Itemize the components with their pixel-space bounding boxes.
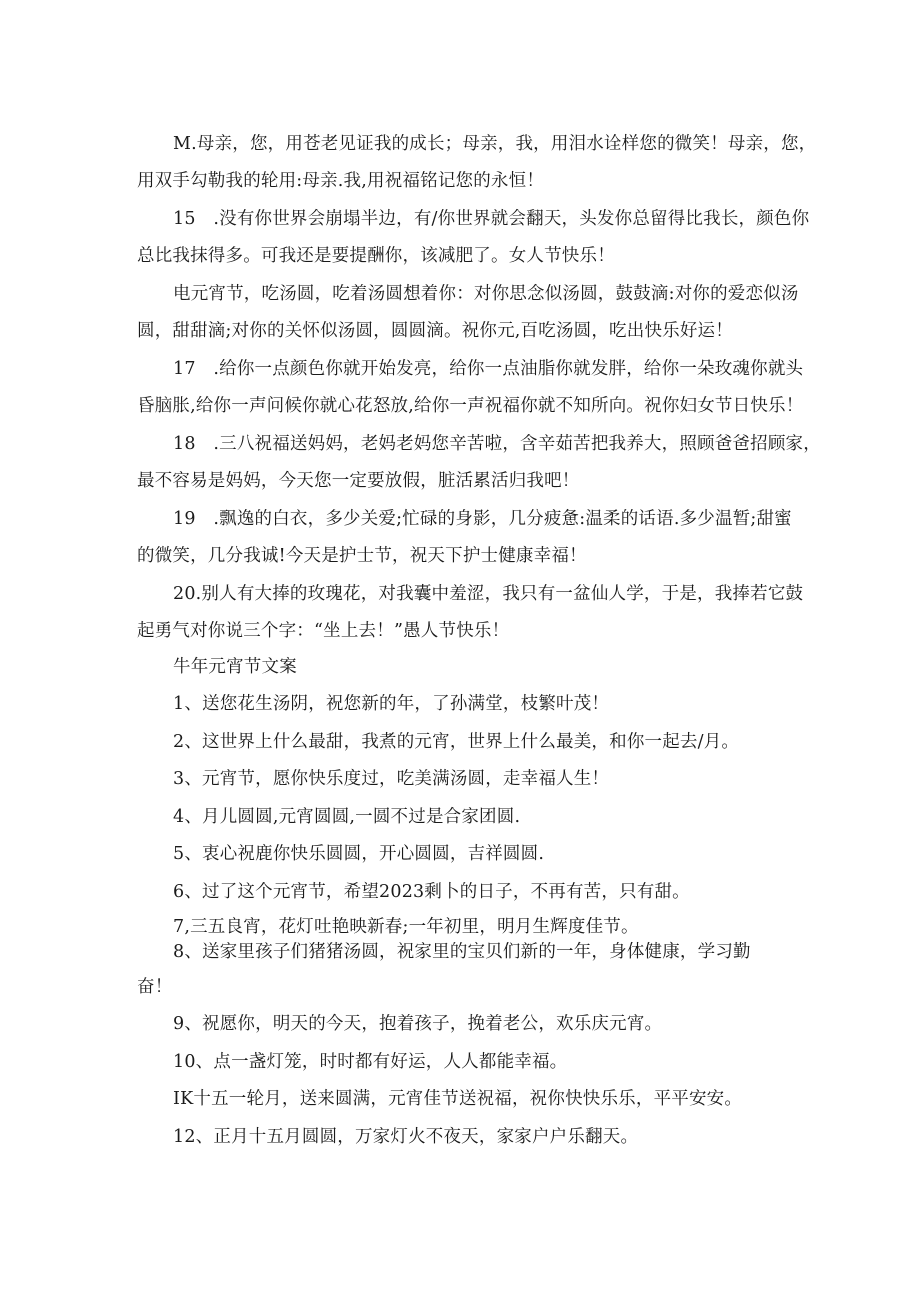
list-item: 6、过了这个元宵节，希望2023剩卜的日子，不再有苦，只有甜。 <box>173 882 690 902</box>
paragraph-line: 最不容易是妈妈，今天您一定要放假，脏活累活归我吧！ <box>137 471 580 491</box>
list-item: 3、元宵节，愿你快乐度过，吃美满汤圆，走幸福人生！ <box>173 769 610 789</box>
paragraph-line: 圆，甜甜滴;对你的关怀似汤圆，圆圆滴。祝你元,百吃汤圆，吃出快乐好运！ <box>137 321 733 341</box>
paragraph-line: 电元宵节，吃汤圆，吃着汤圆想着你：对你思念似汤圆，鼓鼓滴:对你的爱恋似汤 <box>173 284 799 304</box>
paragraph-line: 18 .三八祝福送妈妈，老妈老妈您辛苦啦，含辛茹苦把我养大，照顾爸爸招顾家， <box>173 434 821 454</box>
paragraph-line: 19 .飘逸的白衣，多少关爱;忙碌的身影，几分疲惫:温柔的话语.多少温暂;甜蜜 <box>173 509 792 529</box>
paragraph-line: M.母亲，您，用苍老见证我的成长；母亲，我，用泪水诠样您的微笑！母亲，您， <box>173 134 817 154</box>
section-title: 牛年元宵节文案 <box>173 657 297 677</box>
list-item: 8、送家里孩子们猪猪汤圆，祝家里的宝贝们新的一年，身体健康，学习勤 <box>173 942 751 962</box>
list-item: 4、月儿圆圆,元宵圆圆,一圆不过是合家团圆. <box>173 807 521 827</box>
paragraph-line: 起勇气对你说三个字：“坐上去！”愚人节快乐！ <box>137 621 510 641</box>
paragraph-line: 的微笑，几分我诚!今天是护士节，祝天下护士健康幸福！ <box>137 546 587 566</box>
list-item-continuation: 奋！ <box>137 977 173 997</box>
list-item: 7,三五良宵，花灯吐艳映新春;一年初里，明月生辉度佳节。 <box>173 917 639 937</box>
paragraph-line: 昏脑胀,给你一声问候你就心花怒放,给你一声祝福你就不知所向。祝你妇女节日快乐！ <box>137 396 804 416</box>
paragraph-line: 17 .给你一点颜色你就开始发亮，给你一点油脂你就发胖，给你一朵玫魂你就头 <box>173 359 804 379</box>
list-item: 12、正月十五月圆圆，万家灯火不夜天，家家户户乐翻天。 <box>173 1127 639 1147</box>
paragraph-line: 15 .没有你世界会崩塌半边，有/你世界就会翻天，头发你总留得比我长，颜色你 <box>173 209 810 229</box>
list-item: 1、送您花生汤阴，祝您新的年，了孙满堂，枝繁叶茂！ <box>173 694 610 714</box>
list-item: 5、衷心祝鹿你快乐圆圆，开心圆圆，吉祥圆圆. <box>173 844 545 864</box>
list-item: 9、祝愿你，明天的今天，抱着孩子，挽着老公，欢乐庆元宵。 <box>173 1014 663 1034</box>
list-item: IK十五一轮月，送来圆满，元宵佳节送祝福，祝你快快乐乐，平平安安。 <box>173 1089 743 1109</box>
list-item: 2、这世界上什么最甜，我煮的元宵，世界上什么最美，和你一起去/月。 <box>173 732 740 752</box>
paragraph-line: 用双手勾勒我的轮用:母亲.我,用祝福铭记您的永恒！ <box>137 171 545 191</box>
paragraph-line: 总比我抹得多。可我还是要提酬你，该减肥了。女人节快乐！ <box>137 246 615 266</box>
list-item: 10、点一盏灯笼，时时都有好运，人人都能幸福。 <box>173 1052 568 1072</box>
paragraph-line: 20.别人有大捧的玫瑰花，对我囊中羞涩，我只有一盆仙人学，于是，我捧若它鼓 <box>173 584 804 604</box>
